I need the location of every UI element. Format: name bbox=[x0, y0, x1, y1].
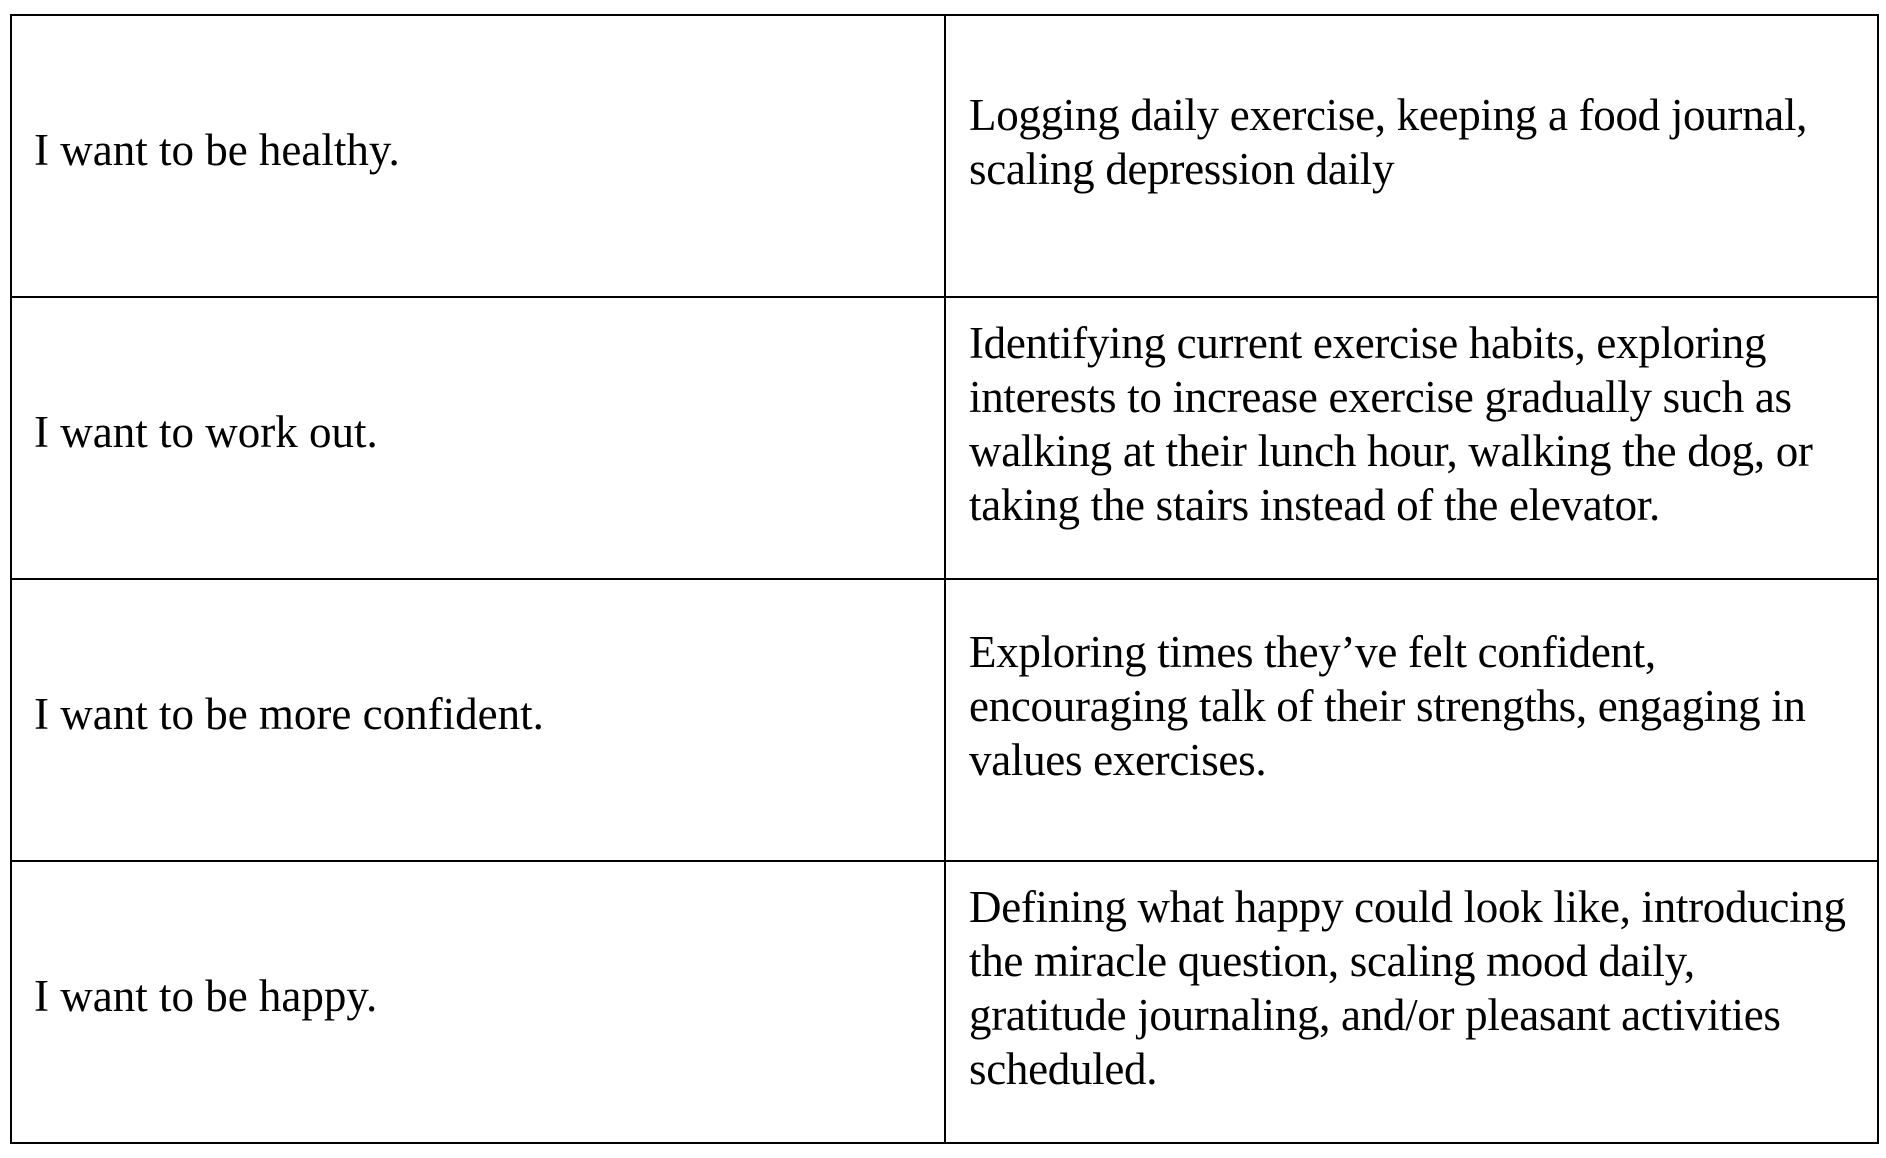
goal-cell bbox=[11, 579, 945, 861]
goals-table-body bbox=[11, 15, 1878, 1143]
approach-text: Exploring times they’ve felt confident, encouraging talk of their strengths, engaging in values exercises. bbox=[969, 627, 1806, 785]
approach-cell bbox=[945, 297, 1878, 579]
table-row bbox=[11, 15, 1878, 297]
approach-text: Logging daily exercise, keeping a food journal, scaling depression daily bbox=[969, 90, 1808, 194]
approach-cell bbox=[945, 579, 1878, 861]
approach-text: Defining what happy could look like, introducing the miracle question, scaling mood daily, gratitude journaling, and/or pleasant activities scheduled. bbox=[969, 882, 1846, 1094]
goal-text: I want to be more confident. bbox=[34, 689, 544, 739]
goal-text: I want to be happy. bbox=[34, 971, 378, 1021]
goal-cell bbox=[11, 15, 945, 297]
goals-table bbox=[10, 14, 1879, 1144]
table-row bbox=[11, 861, 1878, 1143]
approach-text: Identifying current exercise habits, exploring interests to increase exercise gradually such as walking at their lunch hour, walking the dog, or taking the stairs instead of the elevator. bbox=[969, 318, 1813, 530]
goal-cell bbox=[11, 297, 945, 579]
goal-text: I want to be healthy. bbox=[34, 125, 400, 175]
goal-text: I want to work out. bbox=[34, 407, 378, 457]
goal-cell bbox=[11, 861, 945, 1143]
approach-cell bbox=[945, 15, 1878, 297]
approach-cell bbox=[945, 861, 1878, 1143]
table-row bbox=[11, 297, 1878, 579]
table-row bbox=[11, 579, 1878, 861]
